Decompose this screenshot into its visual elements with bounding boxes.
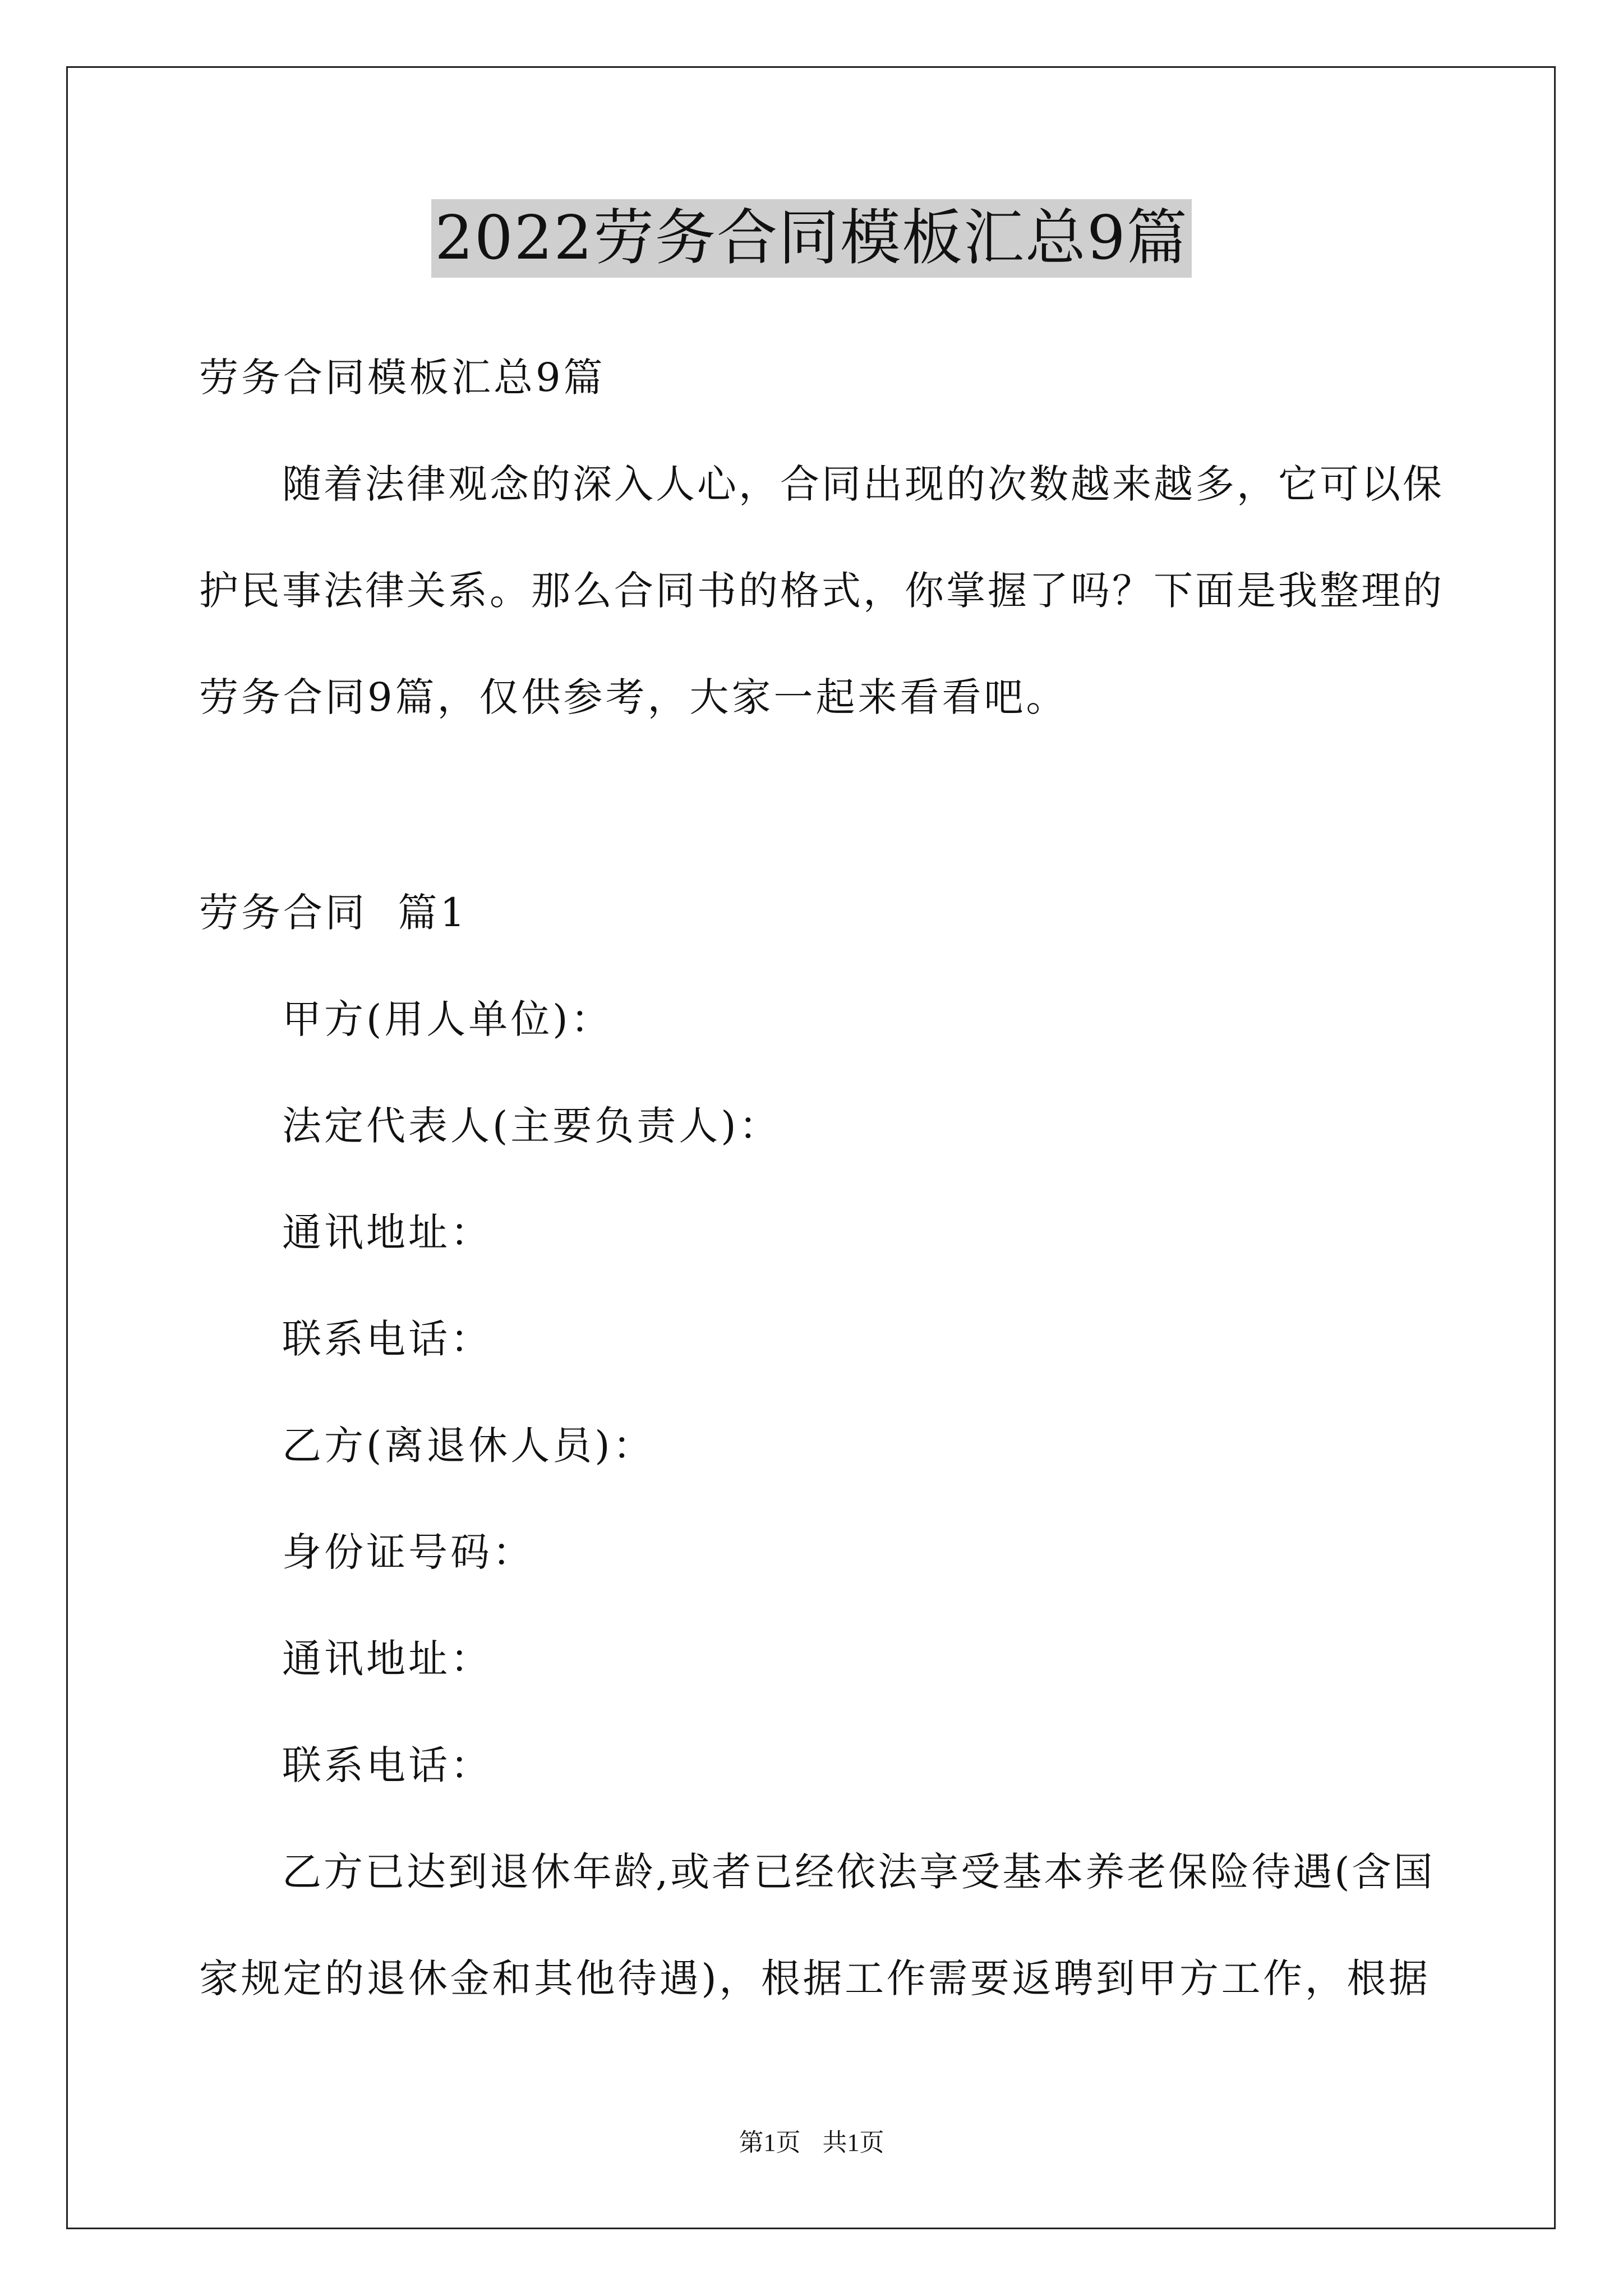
page-total: 共1页	[822, 2129, 884, 2156]
title-container	[0, 199, 1623, 278]
field-legal-representative: 法定代表人(主要负责人)：	[282, 1103, 781, 1149]
field-id-number: 身份证号码：	[282, 1529, 534, 1575]
body-line-1: 乙方已达到退休年龄,或者已经依法享受基本养老保险待遇(含国	[282, 1849, 1435, 1895]
document-subtitle: 劳务合同模板汇总9篇	[199, 355, 606, 401]
field-retiree: 乙方(离退休人员)：	[282, 1423, 655, 1469]
intro-line-1: 随着法律观念的深入人心，合同出现的次数越来越多，它可以保	[282, 461, 1444, 507]
body-line-2: 家规定的退休金和其他待遇)，根据工作需要返聘到甲方工作，根据	[199, 1955, 1430, 2001]
field-retiree-address: 通讯地址：	[282, 1636, 492, 1682]
section-heading: 劳务合同 篇1	[199, 890, 468, 936]
document-title: 2022劳务合同模板汇总9篇	[431, 199, 1192, 278]
page-number: 第1页	[739, 2129, 801, 2156]
field-employer: 甲方(用人单位)：	[282, 996, 613, 1042]
field-employer-address: 通讯地址：	[282, 1209, 492, 1255]
intro-line-2: 护民事法律关系。那么合同书的格式，你掌握了吗？下面是我整理的	[199, 568, 1444, 614]
field-employer-phone: 联系电话：	[282, 1316, 492, 1362]
field-retiree-phone: 联系电话：	[282, 1742, 492, 1788]
intro-line-3: 劳务合同9篇，仅供参考，大家一起来看看吧。	[199, 674, 1068, 720]
page-footer	[0, 2126, 1623, 2160]
